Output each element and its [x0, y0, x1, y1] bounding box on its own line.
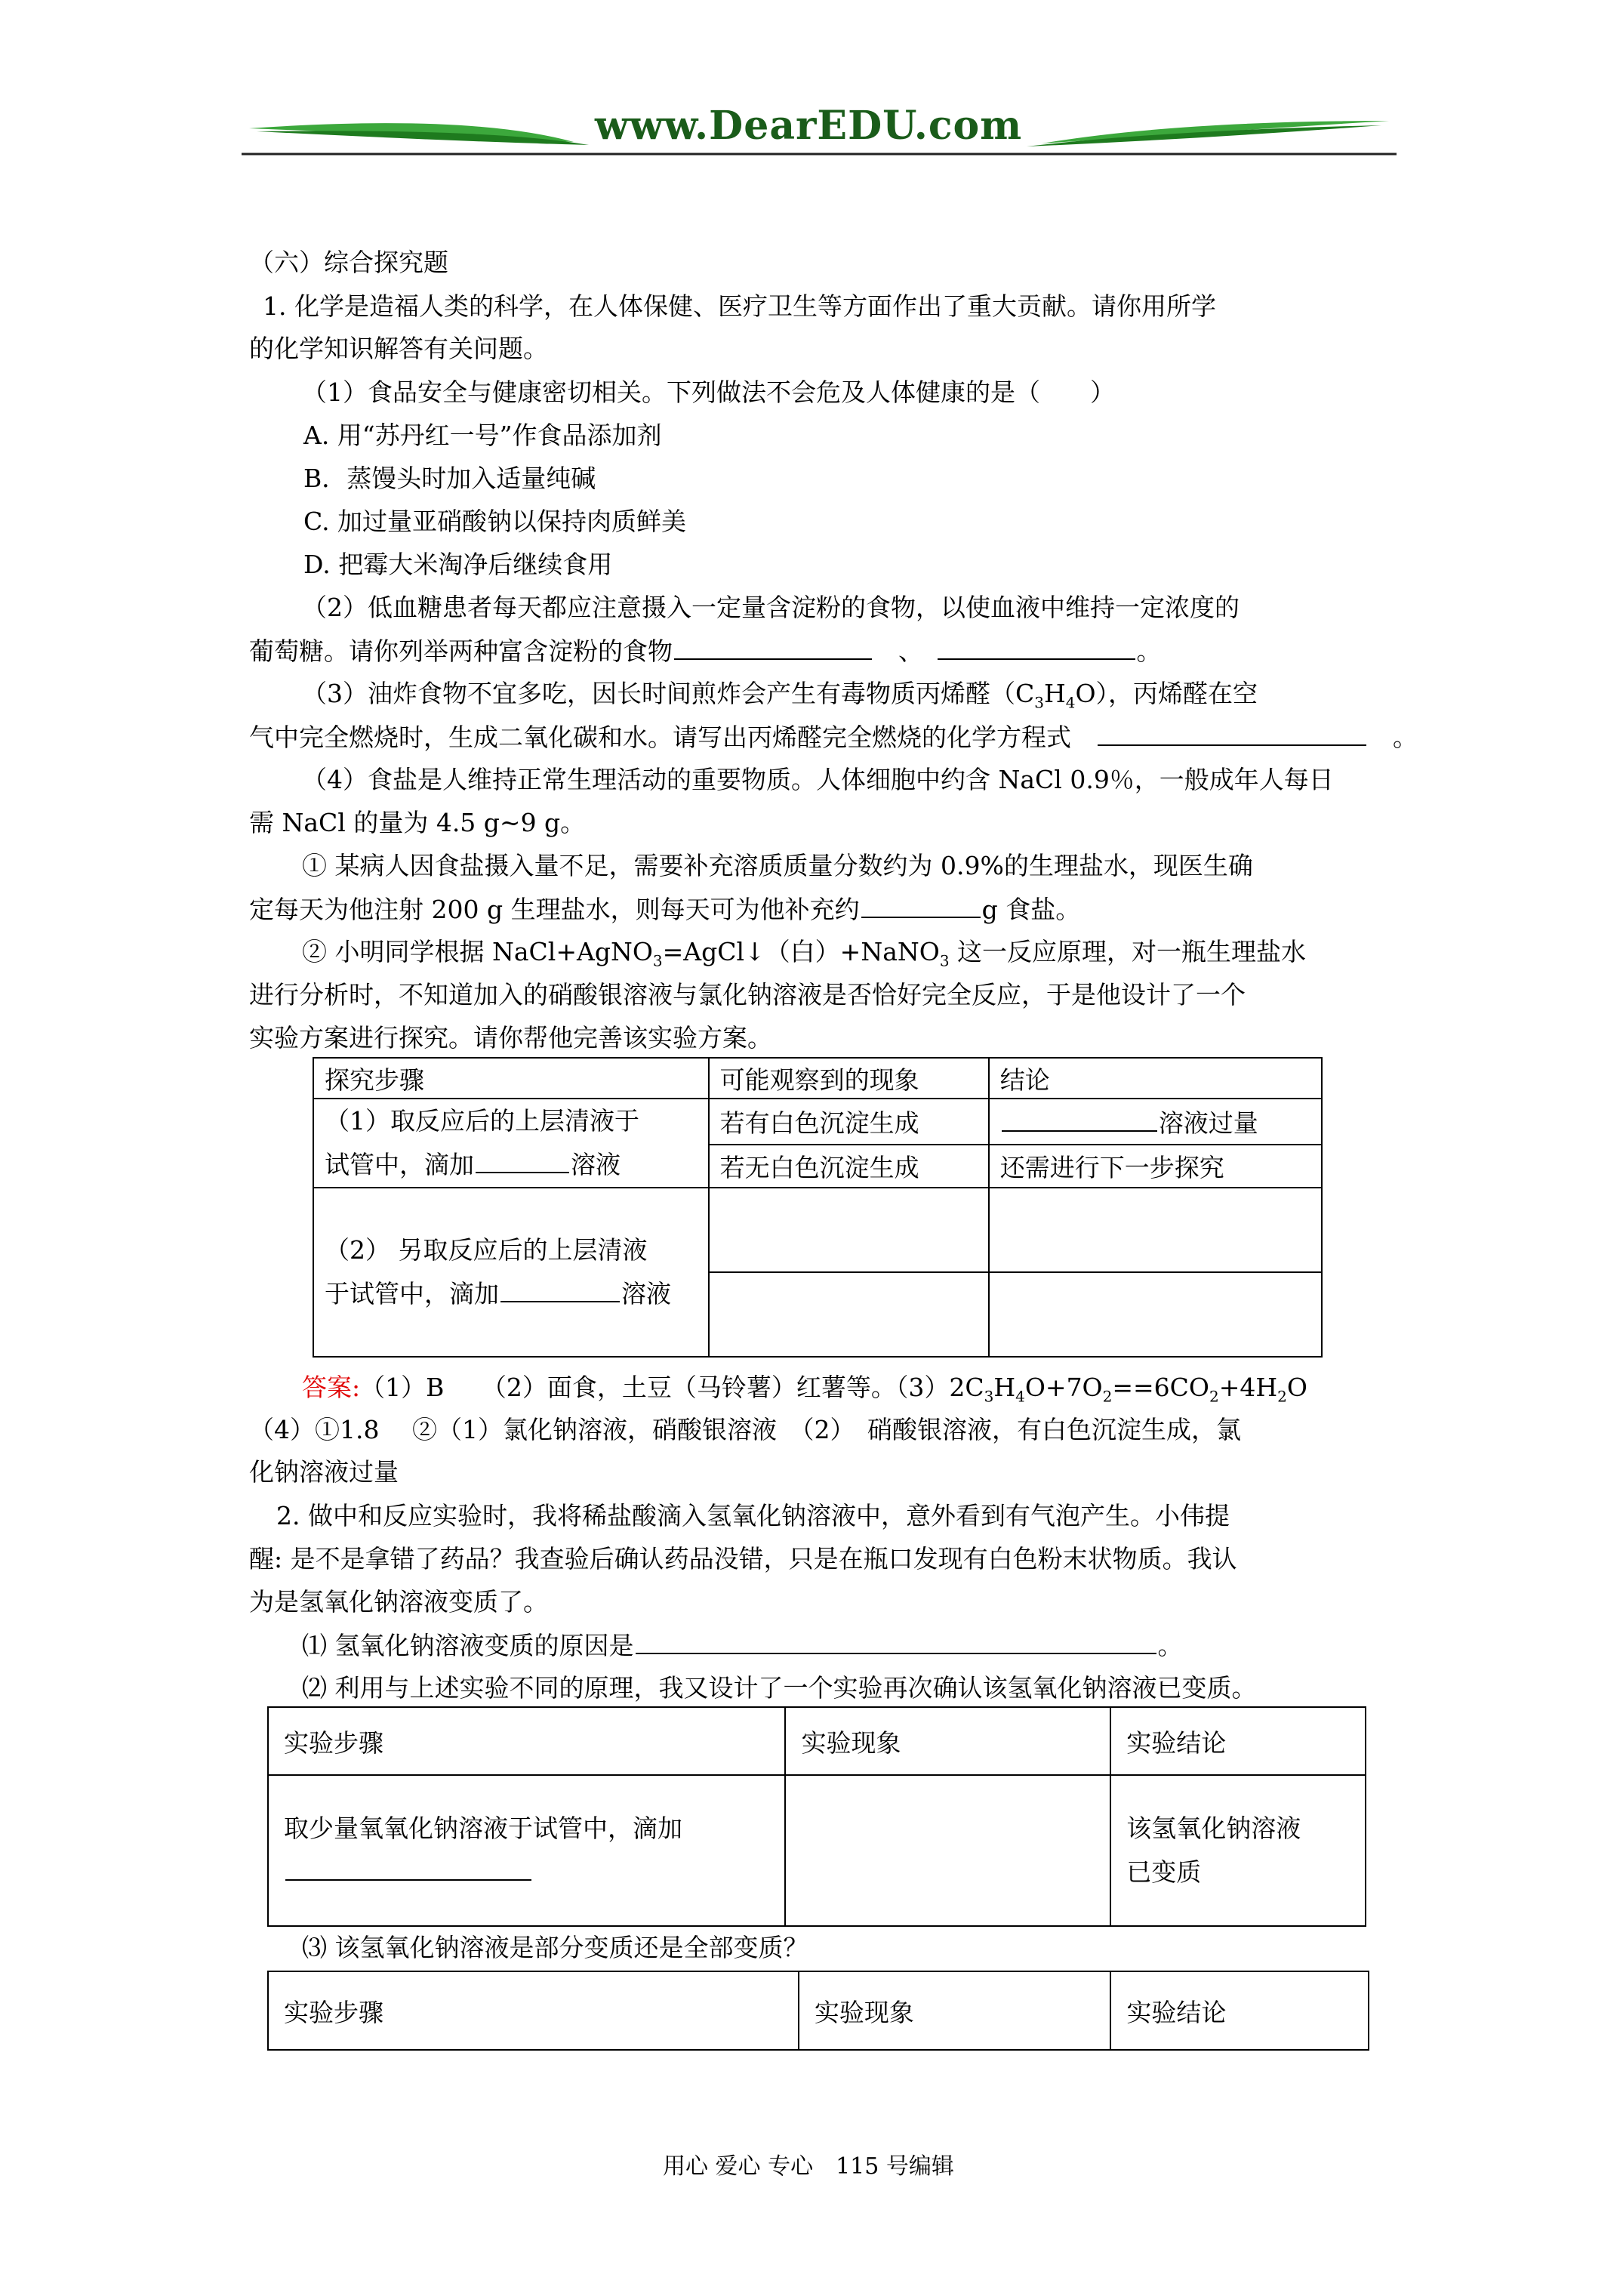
answer-text: O+7O	[1024, 1373, 1103, 1402]
answer-blank[interactable]	[861, 894, 981, 918]
subscript: 3	[1034, 693, 1044, 712]
table-cell-empty[interactable]	[709, 1188, 989, 1272]
subscript: 3	[652, 951, 663, 970]
period: 。	[1157, 1631, 1183, 1660]
q1-part2-a: （2）低血糖患者每天都应注意摄入一定量含淀粉的食物，以使血液中维持一定浓度的	[302, 593, 1240, 622]
table-cell-empty[interactable]	[785, 1775, 1110, 1926]
answer-blank[interactable]	[674, 636, 872, 660]
section-title: （六）综合探究题	[249, 248, 448, 277]
answer-blank[interactable]	[285, 1857, 531, 1881]
subscript: 2	[1277, 1387, 1287, 1406]
q1-option-c: C. 加过量亚硝酸钠以保持肉质鲜美	[303, 507, 687, 536]
q2-part3: ⑶ 该氢氧化钠溶液是部分变质还是全部变质？	[302, 1933, 808, 1962]
step-text: 溶液	[621, 1279, 671, 1308]
q1-option-b: B．蒸馒头时加入适量纯碱	[303, 464, 596, 493]
conclusion-text: 已变质	[1126, 1857, 1202, 1887]
subscript: 3	[939, 951, 950, 970]
step-text: 于试管中，滴加	[325, 1279, 499, 1308]
answer-text: O	[1286, 1373, 1307, 1402]
answer-blank[interactable]	[938, 636, 1135, 660]
subscript: 2	[1102, 1387, 1113, 1406]
answer-blank[interactable]	[1002, 1108, 1157, 1132]
answer-line-1	[302, 1373, 1307, 1412]
q1-part4-2a	[302, 937, 1306, 976]
q2-part1	[302, 1630, 1183, 1661]
table-cell-step-1	[313, 1099, 709, 1188]
q1-part3-text: O），丙烯醛在空	[1075, 679, 1258, 708]
answer-line-3: 化钠溶液过量	[249, 1457, 399, 1487]
experiment-table-3	[267, 1971, 1369, 2051]
answer-line-2: （4）①1.8 ②（1）氯化钠溶液，硝酸银溶液 （2） 硝酸银溶液，有白色沉淀生成，氯	[249, 1415, 1241, 1444]
table-cell-conclusion: 还需进行下一步探究	[989, 1145, 1322, 1188]
conclusion-text: 该氢氧化钠溶液	[1126, 1814, 1301, 1843]
subscript: 4	[1065, 693, 1076, 712]
q1-part4-text: g 食盐。	[981, 895, 1081, 924]
separator: 、	[898, 636, 911, 666]
q1-part4-1a: ① 某病人因食盐摄入量不足，需要补充溶质质量分数约为 0.9%的生理盐水，现医生确	[302, 851, 1253, 880]
q1-part3-text: H	[1043, 679, 1066, 708]
table-header-conclusion: 实验结论	[1110, 1971, 1369, 2050]
answer-blank[interactable]	[636, 1630, 1156, 1654]
answer-blank[interactable]	[500, 1278, 620, 1302]
table-cell-observation: 若有白色沉淀生成	[709, 1099, 989, 1145]
q1-intro-2: 的化学知识解答有关问题。	[249, 334, 548, 363]
period: 。	[1136, 636, 1162, 666]
period: 。	[1393, 723, 1418, 752]
answer-text: （1）B （2）面食，土豆（马铃薯）红薯等。（3）2C	[360, 1373, 984, 1402]
answer-blank[interactable]	[1098, 722, 1366, 746]
q1-option-a: A. 用“苏丹红一号”作食品添加剂	[303, 421, 662, 450]
step-text: 溶液	[571, 1150, 621, 1179]
site-name: www.DearEDU.com	[595, 103, 1023, 149]
table-cell-conclusion	[989, 1099, 1322, 1145]
q2-intro-2: 醒: 是不是拿错了药品？我查验后确认药品没错，只是在瓶口发现有白色粉末状物质。我认	[249, 1544, 1237, 1573]
step-text: 取少量氧氧化钠溶液于试管中，滴加	[284, 1814, 682, 1843]
table-cell-step	[268, 1775, 785, 1926]
step-text-line2	[325, 1272, 698, 1316]
answer-text: H	[993, 1373, 1016, 1402]
q1-part4-text: 定每天为他注射 200 g 生理盐水，则每天可为他补充约	[249, 895, 860, 924]
table-header-step: 实验步骤	[268, 1707, 785, 1775]
table-header-conclusion: 结论	[989, 1058, 1322, 1099]
step-text: 试管中，滴加	[325, 1150, 474, 1179]
q1-part4-text: =AgCl↓（白）+NaNO	[662, 937, 940, 966]
table-cell-observation: 若无白色沉淀生成	[709, 1145, 989, 1188]
q1-part2-b-text: 葡萄糖。请你列举两种富含淀粉的食物	[249, 636, 673, 666]
q2-intro-3: 为是氢氧化钠溶液变质了。	[249, 1587, 548, 1616]
q1-part3-text: 气中完全燃烧时，生成二氧化碳和水。请写出丙烯醛完全燃烧的化学方程式	[249, 723, 1071, 752]
experiment-table	[313, 1057, 1323, 1358]
step-text: （2） 另取反应后的上层清液	[325, 1235, 648, 1265]
subscript: 2	[1209, 1387, 1219, 1406]
answer-blank[interactable]	[476, 1149, 569, 1173]
q1-option-d: D. 把霉大米淘净后继续食用	[303, 550, 613, 579]
subscript: 4	[1015, 1387, 1025, 1406]
q1-part4-2b: 进行分析时，不知道加入的硝酸银溶液与氯化钠溶液是否恰好完全反应，于是他设计了一个	[249, 980, 1246, 1009]
q1-part2-b	[249, 636, 1162, 667]
table-cell-conclusion	[1110, 1775, 1366, 1926]
table-cell-step-2	[313, 1188, 709, 1357]
answer-label: 答案:	[302, 1373, 361, 1402]
table-cell-empty[interactable]	[989, 1272, 1322, 1357]
table-header-observation: 实验现象	[785, 1707, 1110, 1775]
table-header-observation: 可能观察到的现象	[709, 1058, 989, 1099]
q1-part1-stem: （1）食品安全与健康密切相关。下列做法不会危及人体健康的是（ ）	[302, 378, 1115, 407]
experiment-table-2	[267, 1706, 1366, 1927]
table-cell-empty[interactable]	[989, 1188, 1322, 1272]
step-text: （1）取反应后的上层清液于	[325, 1106, 639, 1136]
answer-text: +4H	[1218, 1373, 1278, 1402]
q2-part1-text: ⑴ 氢氧化钠溶液变质的原因是	[302, 1631, 634, 1660]
conclusion-text: 溶液过量	[1158, 1108, 1258, 1139]
q2-intro-1: 2. 做中和反应实验时，我将稀盐酸滴入氢氧化钠溶液中，意外看到有气泡产生。小伟提	[276, 1501, 1230, 1530]
q1-part4-2c: 实验方案进行探究。请你帮他完善该实验方案。	[249, 1023, 772, 1052]
table-header-observation: 实验现象	[799, 1971, 1110, 2050]
subscript: 3	[984, 1387, 994, 1406]
table-header-conclusion: 实验结论	[1110, 1707, 1366, 1775]
q1-part4-a: （4）食盐是人维持正常生理活动的重要物质。人体细胞中约含 NaCl 0.9％，一般成年人每日	[302, 765, 1334, 794]
table-header-step: 探究步骤	[313, 1058, 709, 1099]
q1-part4-1b	[249, 894, 1080, 925]
q2-part2: ⑵ 利用与上述实验不同的原理，我又设计了一个实验再次确认该氢氧化钠溶液已变质。	[302, 1673, 1257, 1703]
q1-part3-a	[302, 679, 1258, 718]
q1-part4-text: 这一反应原理，对一瓶生理盐水	[949, 937, 1307, 966]
site-header	[242, 103, 1397, 166]
q1-part4-text: ② 小明同学根据 NaCl+AgNO	[302, 937, 653, 966]
q1-intro-1: 1. 化学是造福人类的科学，在人体保健、医疗卫生等方面作出了重大贡献。请你用所学	[263, 291, 1216, 321]
answer-text: ==6CO	[1112, 1373, 1209, 1402]
table-header-step: 实验步骤	[268, 1971, 799, 2050]
q1-part4-b: 需 NaCl 的量为 4.5 g~9 g。	[249, 808, 586, 837]
q1-part3-text: （3）油炸食物不宜多吃，因长时间煎炸会产生有毒物质丙烯醛（C	[302, 679, 1035, 708]
q1-part3-b	[249, 722, 1418, 753]
step-text-line2	[325, 1143, 698, 1187]
table-cell-empty[interactable]	[709, 1272, 989, 1357]
page-footer: 用心 爱心 专心 115 号编辑	[663, 2153, 954, 2180]
